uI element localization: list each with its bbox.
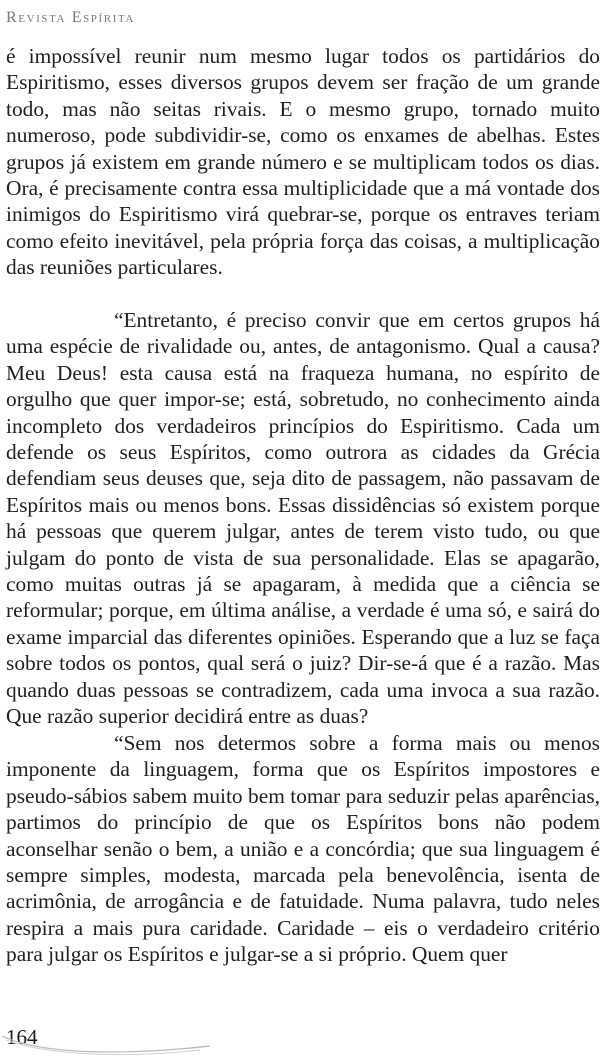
paragraph-2: “Entretanto, é preciso convir que em certos grupos há uma espécie de rivalidade ou, antes, de antagonismo. Qual a causa? Meu Deus! esta causa está na fraqueza humana, no espírito de orgulho que quer impor-se; está, sobretudo, no conhecimento ainda incompleto dos verdadeiros princípios do Espiritismo. Cada um defende os seus Espíritos, como outrora as cidades da Grécia defendiam seus deuses que, seja dito de passagem, não passavam de Espíritos mais ou menos bons. Essas dissidências só existem porque há pessoas que querem julgar, antes de terem visto tudo, ou que julgam do ponto de vista de sua personalidade. Elas se apagarão, como muitas outras já se apagaram, à medida que a ciência se reformular; porque, em última análise, a verdade é uma só, e sairá do exame imparcial das diferentes opiniões. Esperando que a luz se faça sobre todos os pontos, qual será o juiz? Dir-se-á que é a razão. Mas quando duas pessoas se contradizem, cada uma invoca a sua razão. Que razão superior decidirá entre as duas?: [6, 308, 600, 729]
running-header: Revista Espírita: [6, 9, 135, 26]
paragraph-3: “Sem nos determos sobre a forma mais ou menos imponente da linguagem, forma que os Espíritos impostores e pseudo-sábios sabem muito bem tomar para seduzir pelas aparências, partimos do princípio de que os Espíritos bons não podem aconselhar senão o bem, a união e a concórdia; que sua linguagem é sempre simples, modesta, marcada pela benevolência, isenta de acrimônia, de arrogância e de fatuidade. Numa palavra, tudo neles respira a mais pura caridade. Caridade – eis o verdadeiro critério para julgar os Espíritos e julgar-se a si próprio. Quem quer: [6, 731, 600, 967]
page-ornament-swoosh: [0, 1030, 220, 1058]
paragraph-1: é impossível reunir num mesmo lugar todos os partidários do Espiritismo, esses diversos grupos devem ser fração de um grande todo, mas não seitas rivais. E o mesmo grupo, tornado muito numeroso, pode subdividir-se, como os enxames de abelhas. Estes grupos já existem em grande número e se multiplicam todos os dias. Ora, é precisamente contra essa multiplicidade que a má vontade dos inimigos do Espiritismo virá quebrar-se, porque os entraves teriam como efeito inevitável, pela própria força das coisas, a multiplicação das reuniões particulares.: [6, 44, 600, 280]
page-number: 164: [6, 1025, 38, 1049]
